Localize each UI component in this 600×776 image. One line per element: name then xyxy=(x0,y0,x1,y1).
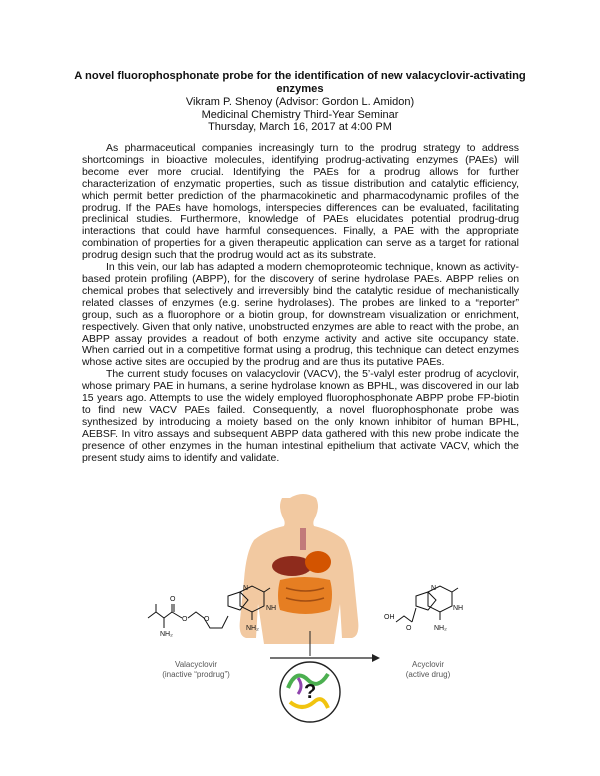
acv-amine-label: NH₂ xyxy=(434,625,447,632)
figure-illustration xyxy=(140,488,470,768)
paragraph-1: As pharmaceutical companies increasingly turn to the prodrug strategy to address shortcomings in bioactive molecules, identifying prodrug-activating enzymes (PAEs) will become ever more crucial. Identifying the PAEs for a prodrug allows for further characterization of enzymatic properties, such as tissue distribution and catalytic efficiency, which permit better prediction of the pharmacokinetic and pharmacodynamic profiles of the prodrug. If the PAEs have homologs, interspecies differences can be evaluated, facilitating preclinical studies. Furthermore, knowledge of PAEs elucidates potential prodrug-drug interactions that could have harmful consequences. Finally, a PAE with the appropriate combination of properties for a given therapeutic application can serve as a target for rational prodrug design such that the prodrug would act as its substrate. xyxy=(82,143,519,262)
amine-label: NH₂ xyxy=(160,631,173,638)
enzyme-circle xyxy=(280,662,340,722)
acv-ring-n-label: N xyxy=(431,585,437,592)
human-torso-illustration xyxy=(240,494,359,644)
acv-ring-nh-label: NH xyxy=(453,605,464,612)
date-line: Thursday, March 16, 2017 at 4:00 PM xyxy=(208,121,392,134)
prodrug-activation-figure xyxy=(140,488,470,768)
author-line: Vikram P. Shenoy (Advisor: Gordon L. Amidon) xyxy=(185,96,415,108)
valacyclovir-caption xyxy=(146,660,246,679)
ring-n-label: N xyxy=(243,585,249,592)
valacyclovir-subtitle: (inactive “prodrug”) xyxy=(162,669,230,679)
question-mark: ? xyxy=(304,681,317,703)
paragraph-3: The current study focuses on valacyclovir (VACV), the 5’-valyl ester prodrug of acyclovir, whose primary PAE in humans, a serine hydrolase known as BPHL, was discovered in our lab 15 years ago. Attempts to use the widely employed fluorophosphonate ABPP probe FP-biotin to find new VACV PAEs failed. Consequently, a novel fluorophosphonate probe was synthesized by introducing a moiety based on the only known inhibitor of human BPHL, AEBSF. In vitro assays and subsequent ABPP data gathered with this new probe indicate the presence of other enzymes in the human intestinal epithelium that activate VACV, which the present study aims to identify and validate. xyxy=(82,369,519,464)
ether-o-label: O xyxy=(204,616,210,623)
acyclovir-subtitle: (active drug) xyxy=(405,669,451,679)
document-title: A novel fluorophosphonate probe for the identification of new valacyclovir-activating enzymes xyxy=(74,70,526,95)
acyclovir-structure xyxy=(396,586,458,622)
ring-nh-label: NH xyxy=(266,605,277,612)
abstract-body xyxy=(82,143,519,464)
ester-o-label: O xyxy=(182,616,188,623)
seminar-line: Medicinal Chemistry Third-Year Seminar xyxy=(201,108,399,121)
paragraph-2: In this vein, our lab has adapted a modern chemoproteomic technique, known as activity-based protein profiling (ABPP), for the discovery of serine hydrolase PAEs. ABPP relies on chemical probes that selectively and irreversibly bind the catalytic residue of mechanistically related classes of enzymes (e.g. serine hydrolases). The probes are linked to a “reporter” group, such as a fluorophore or a biotin group, for downstream visualization or enrichment, respectively. Given that only native, unobstructed enzymes are able to react with the probe, an ABPP assay provides a readout of both enzyme activity and active site occupancy state. When carried out in a competitive format using a prodrug, this technique can detect enzymes whose active sites are occupied by the prodrug and are thus its putative PAEs. xyxy=(82,262,519,369)
carbonyl-o-label: O xyxy=(170,596,176,603)
hydroxyl-label: OH xyxy=(384,614,395,621)
valacyclovir-name: Valacyclovir xyxy=(174,660,218,669)
document-header xyxy=(60,70,540,134)
acyclovir-caption xyxy=(388,660,468,679)
reaction-arrow xyxy=(270,654,380,662)
acv-ether-o-label: O xyxy=(406,625,412,632)
base-amine-label: NH₂ xyxy=(246,625,259,632)
acyclovir-name: Acyclovir xyxy=(411,660,444,669)
